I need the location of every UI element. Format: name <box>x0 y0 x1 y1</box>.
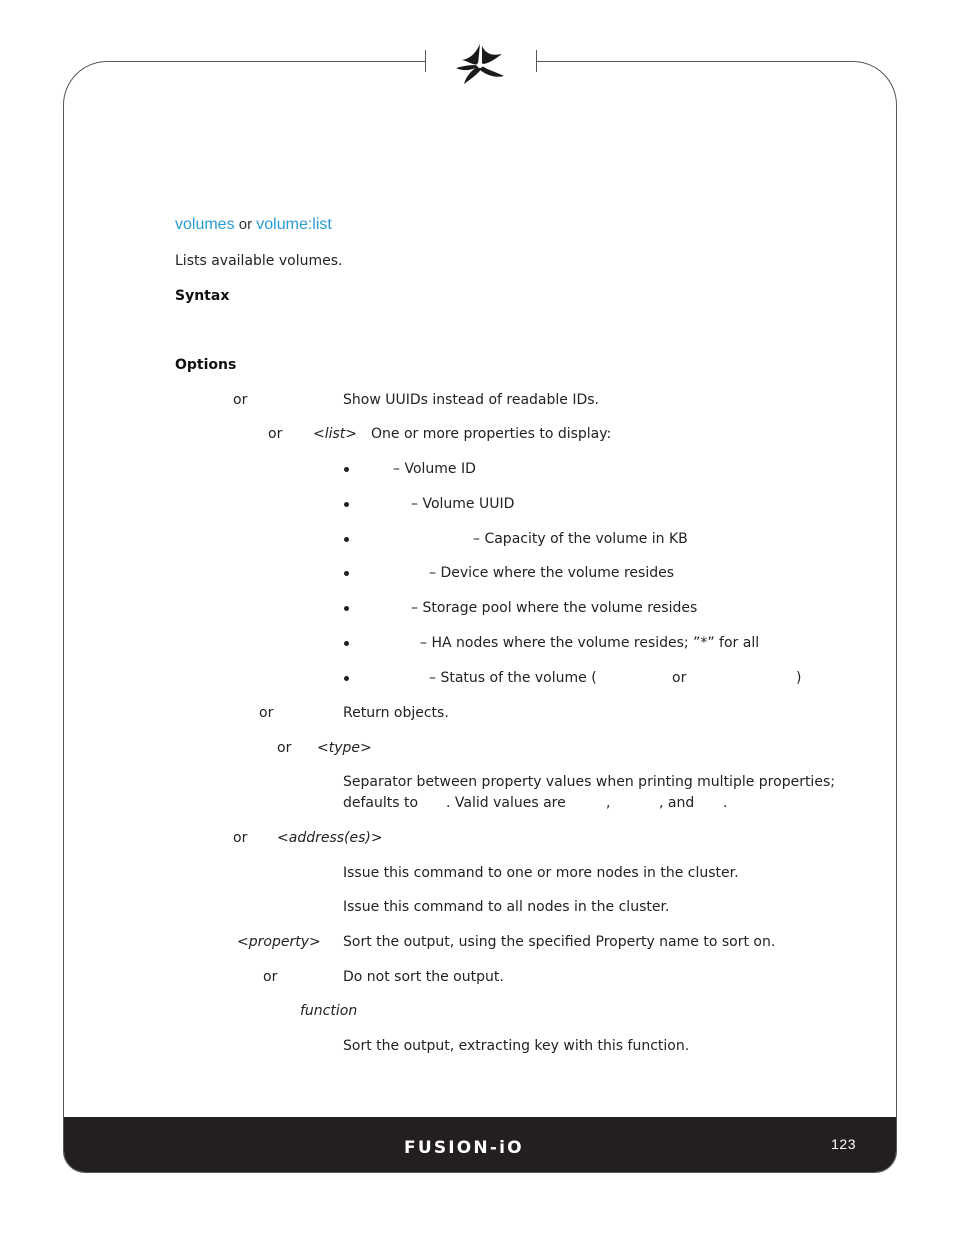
bullet-icon <box>343 599 351 617</box>
option-or: or <box>277 740 292 756</box>
page-number: 123 <box>831 1136 856 1152</box>
star-logo-icon <box>452 42 508 86</box>
separator-period: . <box>723 795 728 811</box>
command-alias: volume:list <box>256 216 332 233</box>
function-description: Sort the output, extracting key with this function. <box>343 1038 690 1054</box>
property-item: – Volume UUID <box>411 496 515 512</box>
option-argument <box>300 1002 357 1020</box>
bullet-icon <box>343 564 351 582</box>
option-argument: <list> <box>313 426 358 442</box>
option-description: Sort the output, using the specified Property name to sort on. <box>343 934 776 950</box>
option-or: or <box>263 969 278 985</box>
option-or: or <box>259 705 274 721</box>
footer-bar <box>64 1117 896 1172</box>
option-or: or <box>233 830 248 846</box>
command-name: volumes <box>175 216 235 233</box>
function-argument: function <box>300 1003 358 1019</box>
option-description: One or more properties to display: <box>371 426 612 442</box>
option-argument: <property> <box>237 934 321 950</box>
property-item: – Capacity of the volume in KB <box>473 531 688 547</box>
option-argument: <type> <box>317 740 372 756</box>
property-item: – Volume ID <box>393 461 476 477</box>
syntax-heading: Syntax <box>175 288 230 304</box>
option-argument: <address(es)> <box>277 830 383 846</box>
footer-brand-text: FUSION-iO <box>404 1138 524 1158</box>
status-connector: or <box>672 670 687 686</box>
bullet-icon <box>343 530 351 548</box>
separator-defaults-label: defaults to <box>343 795 419 811</box>
separator-description: Separator between property values when printing multiple properties; <box>343 774 835 790</box>
option-description: Do not sort the output. <box>343 969 504 985</box>
option-or: or <box>233 392 248 408</box>
command-description: Lists available volumes. <box>175 253 343 269</box>
options-heading: Options <box>175 357 237 373</box>
bullet-icon <box>343 495 351 513</box>
separator-comma: , <box>606 795 611 811</box>
property-item: – HA nodes where the volume resides; ”*” for all <box>420 635 760 651</box>
option-description: Return objects. <box>343 705 449 721</box>
option-or: or <box>268 426 283 442</box>
fusion-io-logo <box>404 1133 556 1159</box>
property-item: – Storage pool where the volume resides <box>411 600 698 616</box>
nodes-description: Issue this command to one or more nodes in the cluster. <box>343 865 739 881</box>
separator-valid-label: . Valid values are <box>446 795 566 811</box>
option-description: Show UUIDs instead of readable IDs. <box>343 392 599 408</box>
bullet-icon <box>343 634 351 652</box>
command-heading <box>175 216 332 234</box>
separator-and: , and <box>659 795 695 811</box>
heading-connector: or <box>238 216 253 233</box>
bullet-icon <box>343 460 351 478</box>
property-item: – Status of the volume ( <box>429 670 597 686</box>
status-close: ) <box>796 670 802 686</box>
bullet-icon <box>343 669 351 687</box>
all-nodes-description: Issue this command to all nodes in the cluster. <box>343 899 670 915</box>
property-item: – Device where the volume resides <box>429 565 675 581</box>
